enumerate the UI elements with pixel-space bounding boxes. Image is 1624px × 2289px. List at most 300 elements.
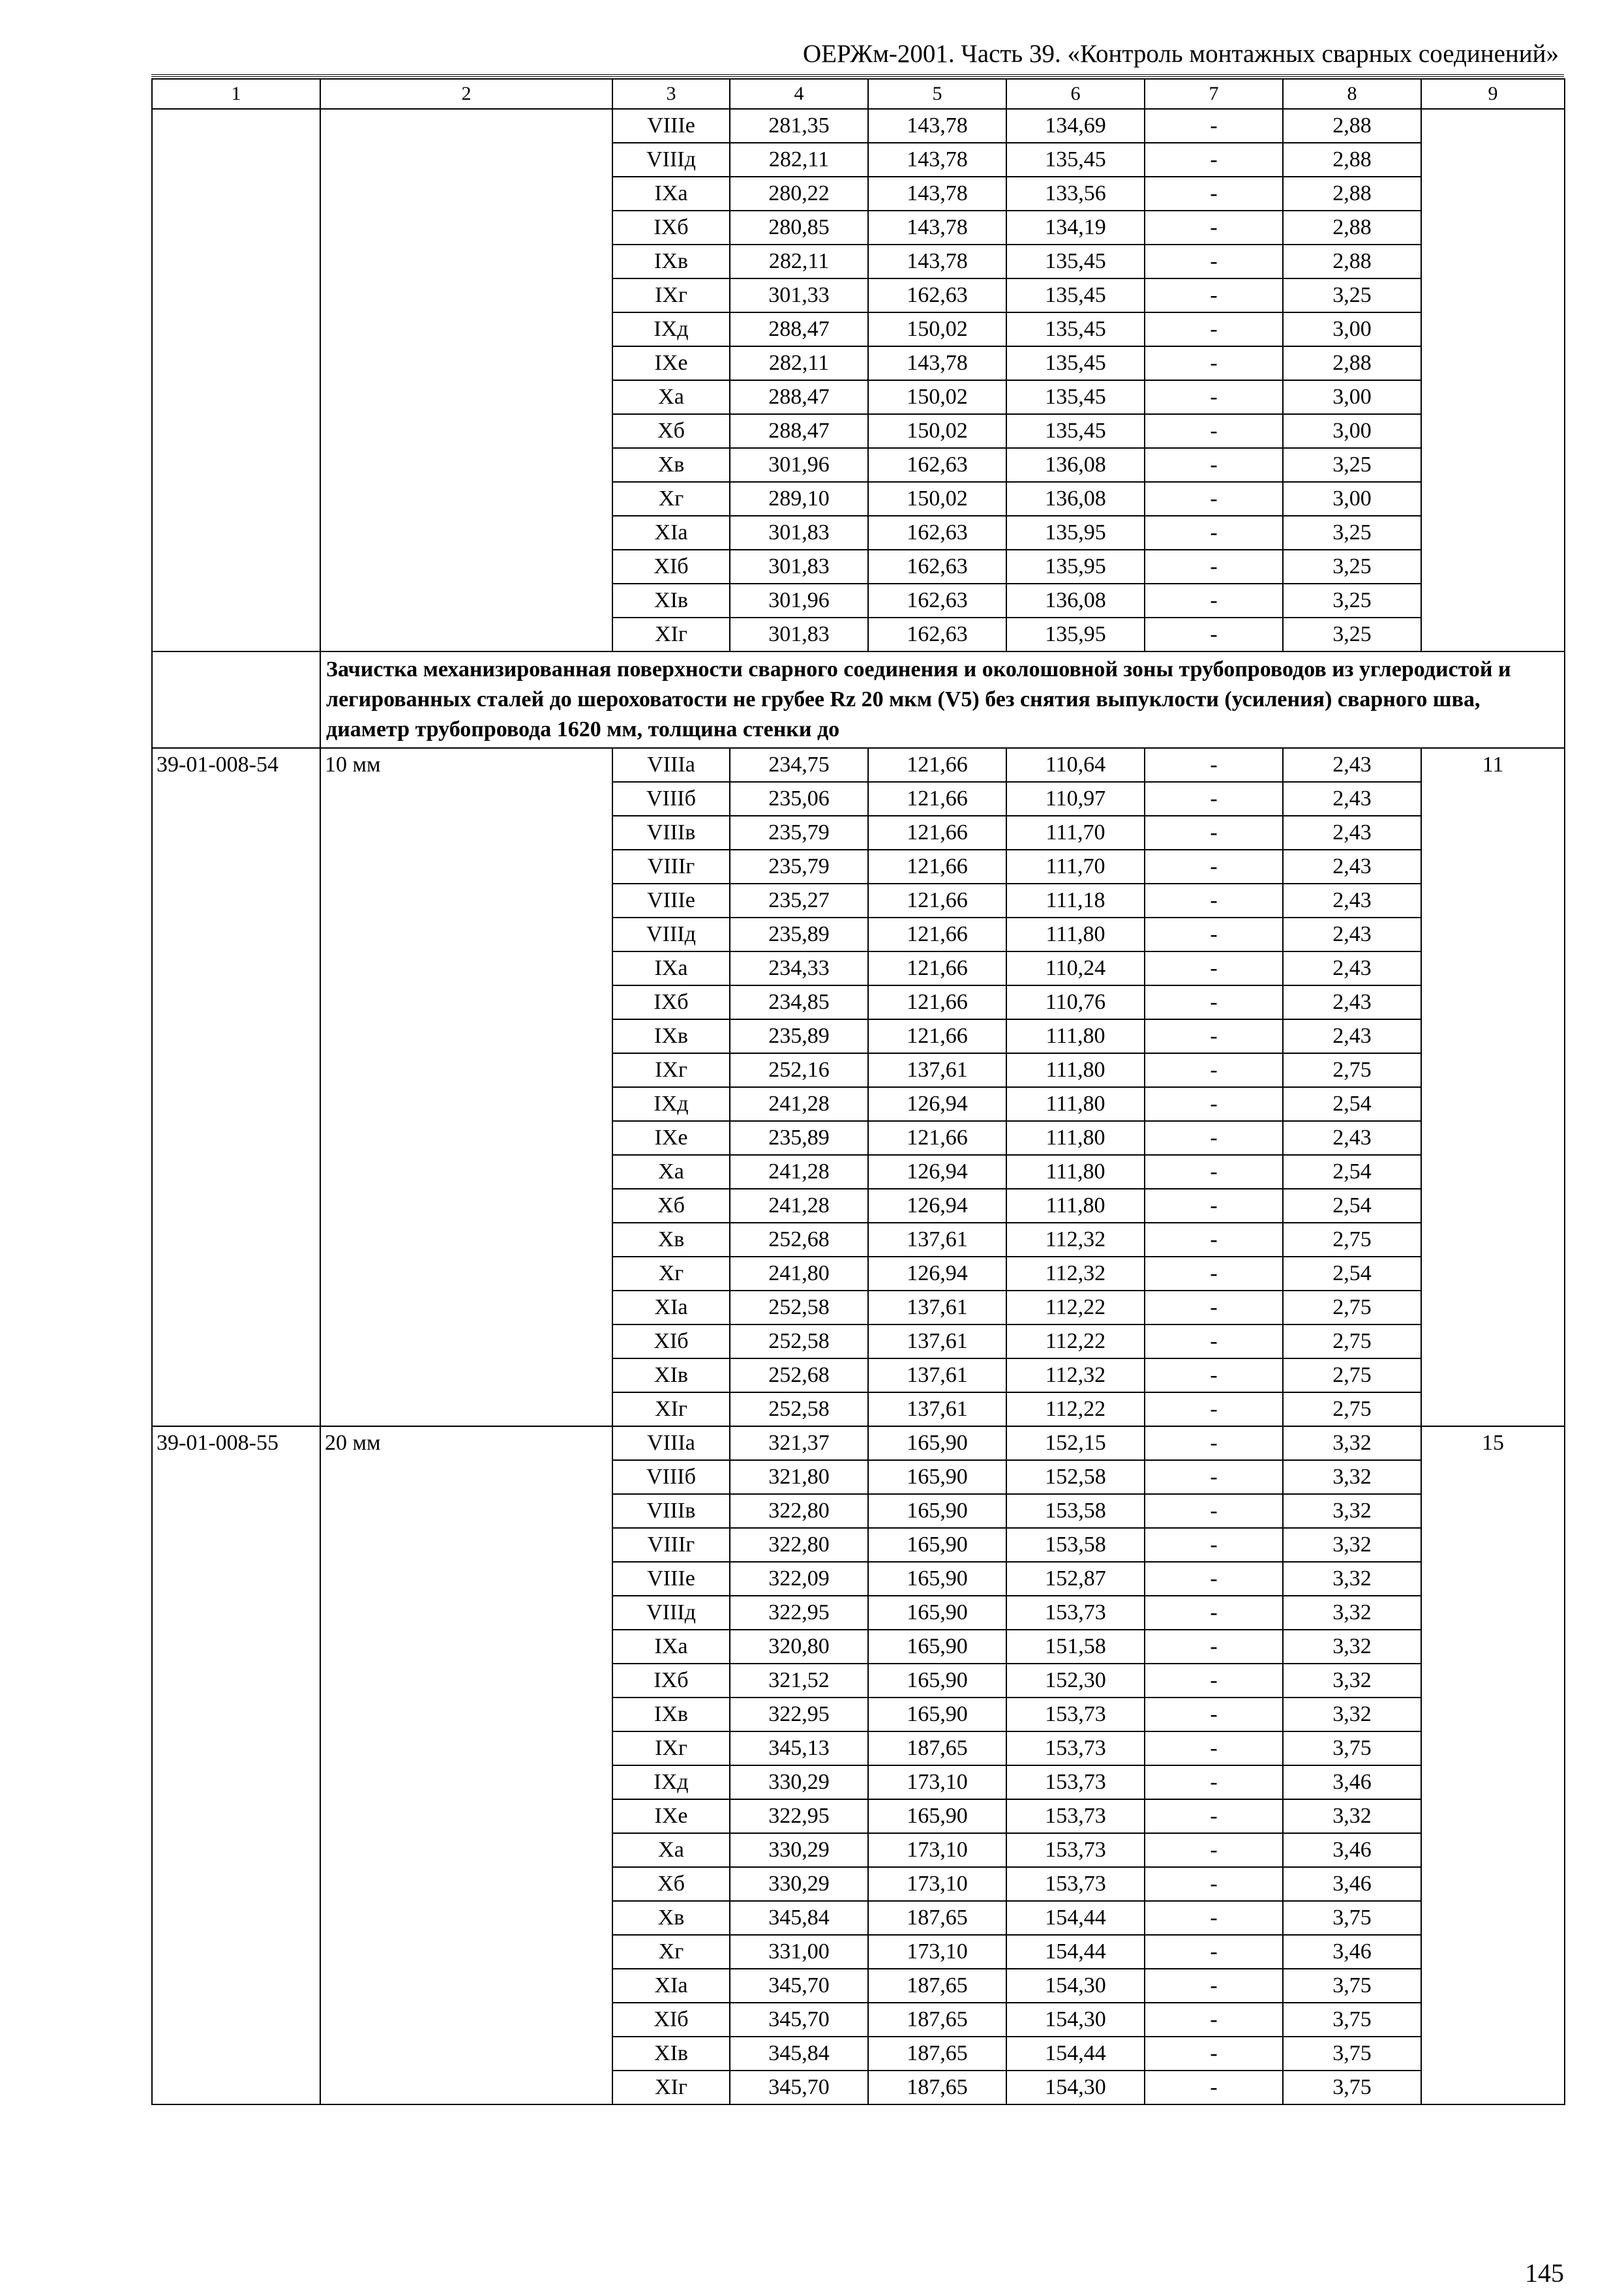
labor-cost-cell: 137,61 — [868, 1358, 1006, 1392]
machine-cost-cell: 111,80 — [1006, 1019, 1145, 1053]
labor-cost-cell: 121,66 — [868, 748, 1006, 782]
labor-hours-cell: 2,75 — [1283, 1053, 1421, 1087]
machine-cost-cell: 153,58 — [1006, 1528, 1145, 1562]
labor-cost-cell: 162,63 — [868, 618, 1006, 651]
labor-cost-cell: 126,94 — [868, 1087, 1006, 1121]
table-row — [152, 748, 1565, 782]
labor-hours-cell: 2,75 — [1283, 1291, 1421, 1324]
labor-cost-cell: 150,02 — [868, 482, 1006, 516]
labor-hours-cell: 3,00 — [1283, 414, 1421, 448]
labor-cost-cell: 165,90 — [868, 1630, 1006, 1664]
labor-hours-cell: 2,43 — [1283, 985, 1421, 1019]
labor-cost-cell: 121,66 — [868, 884, 1006, 918]
total-cost-cell: 289,10 — [730, 482, 868, 516]
materials-cost-cell: - — [1145, 748, 1283, 782]
total-cost-cell: 321,37 — [730, 1426, 868, 1460]
labor-hours-cell: 2,75 — [1283, 1358, 1421, 1392]
machine-cost-cell: 154,30 — [1006, 1969, 1145, 2003]
code-cell: 39-01-008-54 — [152, 748, 320, 1426]
labor-cost-cell: 121,66 — [868, 951, 1006, 985]
column-header: 9 — [1421, 79, 1565, 109]
machine-cost-cell: 154,44 — [1006, 1901, 1145, 1935]
resource-class-cell: VIIIд — [612, 918, 730, 951]
materials-cost-cell: - — [1145, 312, 1283, 346]
column-header: 7 — [1145, 79, 1283, 109]
machine-cost-cell: 112,22 — [1006, 1392, 1145, 1426]
resource-class-cell: IXа — [612, 1630, 730, 1664]
labor-hours-cell: 2,43 — [1283, 951, 1421, 985]
resource-class-cell: VIIIг — [612, 1528, 730, 1562]
labor-cost-cell: 150,02 — [868, 414, 1006, 448]
labor-hours-cell: 3,25 — [1283, 448, 1421, 482]
total-cost-cell: 235,79 — [730, 816, 868, 850]
materials-cost-cell: - — [1145, 482, 1283, 516]
labor-cost-cell: 187,65 — [868, 2071, 1006, 2104]
total-cost-cell: 288,47 — [730, 414, 868, 448]
machine-cost-cell: 112,22 — [1006, 1324, 1145, 1358]
total-cost-cell: 320,80 — [730, 1630, 868, 1664]
materials-cost-cell: - — [1145, 1324, 1283, 1358]
total-cost-cell: 235,06 — [730, 782, 868, 816]
materials-cost-cell: - — [1145, 414, 1283, 448]
labor-hours-cell: 3,75 — [1283, 2037, 1421, 2071]
labor-cost-cell: 121,66 — [868, 816, 1006, 850]
machine-cost-cell: 135,95 — [1006, 618, 1145, 651]
resource-class-cell: VIIIб — [612, 1460, 730, 1494]
labor-hours-cell: 2,88 — [1283, 245, 1421, 278]
materials-cost-cell: - — [1145, 109, 1283, 143]
materials-cost-cell: - — [1145, 782, 1283, 816]
total-cost-cell: 288,47 — [730, 312, 868, 346]
total-cost-cell: 281,35 — [730, 109, 868, 143]
resource-class-cell: VIIIд — [612, 143, 730, 177]
materials-cost-cell: - — [1145, 1358, 1283, 1392]
total-cost-cell: 252,58 — [730, 1291, 868, 1324]
resource-class-cell: VIIIа — [612, 1426, 730, 1460]
machine-cost-cell: 153,73 — [1006, 1596, 1145, 1630]
resource-class-cell: VIIIе — [612, 884, 730, 918]
materials-cost-cell: - — [1145, 618, 1283, 651]
labor-hours-cell: 3,75 — [1283, 1901, 1421, 1935]
resource-class-cell: IXа — [612, 177, 730, 211]
labor-cost-cell: 126,94 — [868, 1189, 1006, 1223]
labor-hours-cell: 2,54 — [1283, 1155, 1421, 1189]
code-cell — [152, 651, 320, 748]
labor-cost-cell: 137,61 — [868, 1223, 1006, 1257]
labor-cost-cell: 126,94 — [868, 1155, 1006, 1189]
machine-cost-cell: 154,30 — [1006, 2003, 1145, 2037]
materials-cost-cell: - — [1145, 1257, 1283, 1291]
resource-class-cell: XIв — [612, 1358, 730, 1392]
labor-hours-cell: 3,32 — [1283, 1596, 1421, 1630]
labor-cost-cell: 165,90 — [868, 1528, 1006, 1562]
total-cost-cell: 235,89 — [730, 1121, 868, 1155]
materials-cost-cell: - — [1145, 884, 1283, 918]
labor-cost-cell: 121,66 — [868, 918, 1006, 951]
total-cost-cell: 234,85 — [730, 985, 868, 1019]
labor-cost-cell: 143,78 — [868, 143, 1006, 177]
machine-cost-cell: 112,32 — [1006, 1223, 1145, 1257]
machine-cost-cell: 152,15 — [1006, 1426, 1145, 1460]
labor-hours-cell: 2,88 — [1283, 177, 1421, 211]
machine-cost-cell: 153,73 — [1006, 1833, 1145, 1867]
labor-hours-cell: 3,75 — [1283, 2071, 1421, 2104]
labor-cost-cell: 173,10 — [868, 1935, 1006, 1969]
machine-cost-cell: 135,95 — [1006, 516, 1145, 550]
machine-cost-cell: 111,80 — [1006, 918, 1145, 951]
labor-hours-cell: 3,25 — [1283, 550, 1421, 584]
total-cost-cell: 345,84 — [730, 1901, 868, 1935]
column-9-cell: 15 — [1421, 1426, 1565, 2104]
materials-cost-cell: - — [1145, 550, 1283, 584]
total-cost-cell: 330,29 — [730, 1833, 868, 1867]
total-cost-cell: 322,80 — [730, 1528, 868, 1562]
total-cost-cell: 282,11 — [730, 346, 868, 380]
machine-cost-cell: 136,08 — [1006, 584, 1145, 618]
machine-cost-cell: 134,19 — [1006, 211, 1145, 245]
materials-cost-cell: - — [1145, 1121, 1283, 1155]
materials-cost-cell: - — [1145, 951, 1283, 985]
column-number-row — [152, 79, 1565, 109]
total-cost-cell: 345,84 — [730, 2037, 868, 2071]
materials-cost-cell: - — [1145, 1291, 1283, 1324]
column-header: 8 — [1283, 79, 1421, 109]
resource-class-cell: XIб — [612, 1324, 730, 1358]
total-cost-cell: 322,95 — [730, 1698, 868, 1731]
labor-hours-cell: 3,46 — [1283, 1867, 1421, 1901]
materials-cost-cell: - — [1145, 985, 1283, 1019]
labor-hours-cell: 2,88 — [1283, 143, 1421, 177]
resource-class-cell: XIа — [612, 516, 730, 550]
running-header — [151, 38, 1564, 77]
labor-cost-cell: 143,78 — [868, 245, 1006, 278]
machine-cost-cell: 135,45 — [1006, 312, 1145, 346]
labor-cost-cell: 165,90 — [868, 1494, 1006, 1528]
materials-cost-cell: - — [1145, 1799, 1283, 1833]
labor-hours-cell: 3,46 — [1283, 1765, 1421, 1799]
labor-hours-cell: 2,43 — [1283, 816, 1421, 850]
materials-cost-cell: - — [1145, 1392, 1283, 1426]
resource-class-cell: VIIIд — [612, 1596, 730, 1630]
machine-cost-cell: 111,18 — [1006, 884, 1145, 918]
labor-hours-cell: 3,32 — [1283, 1664, 1421, 1698]
resource-class-cell: XIв — [612, 2037, 730, 2071]
total-cost-cell: 321,52 — [730, 1664, 868, 1698]
materials-cost-cell: - — [1145, 2037, 1283, 2071]
materials-cost-cell: - — [1145, 177, 1283, 211]
labor-hours-cell: 2,54 — [1283, 1257, 1421, 1291]
total-cost-cell: 301,83 — [730, 550, 868, 584]
machine-cost-cell: 135,45 — [1006, 346, 1145, 380]
resource-class-cell: Xб — [612, 1189, 730, 1223]
total-cost-cell: 234,33 — [730, 951, 868, 985]
labor-hours-cell: 3,00 — [1283, 312, 1421, 346]
resource-class-cell: VIIIб — [612, 782, 730, 816]
labor-hours-cell: 3,00 — [1283, 380, 1421, 414]
labor-hours-cell: 2,43 — [1283, 1121, 1421, 1155]
materials-cost-cell: - — [1145, 245, 1283, 278]
total-cost-cell: 301,83 — [730, 618, 868, 651]
document-title: ОЕРЖм-2001. Часть 39. «Контроль монтажных сварных соединений» — [803, 40, 1559, 68]
labor-hours-cell: 3,32 — [1283, 1528, 1421, 1562]
resource-class-cell: Xа — [612, 1155, 730, 1189]
total-cost-cell: 322,95 — [730, 1596, 868, 1630]
resource-class-cell: XIг — [612, 2071, 730, 2104]
column-header: 4 — [730, 79, 868, 109]
resource-class-cell: VIIIе — [612, 1562, 730, 1596]
total-cost-cell: 282,11 — [730, 245, 868, 278]
column-header: 3 — [612, 79, 730, 109]
materials-cost-cell: - — [1145, 1426, 1283, 1460]
total-cost-cell: 322,80 — [730, 1494, 868, 1528]
labor-hours-cell: 3,75 — [1283, 1969, 1421, 2003]
resource-class-cell: VIIIа — [612, 748, 730, 782]
resource-class-cell: IXа — [612, 951, 730, 985]
materials-cost-cell: - — [1145, 1494, 1283, 1528]
labor-hours-cell: 3,32 — [1283, 1426, 1421, 1460]
total-cost-cell: 331,00 — [730, 1935, 868, 1969]
total-cost-cell: 282,11 — [730, 143, 868, 177]
machine-cost-cell: 136,08 — [1006, 482, 1145, 516]
labor-hours-cell: 3,25 — [1283, 278, 1421, 312]
total-cost-cell: 241,28 — [730, 1189, 868, 1223]
machine-cost-cell: 152,58 — [1006, 1460, 1145, 1494]
resource-class-cell: IXв — [612, 1698, 730, 1731]
resource-class-cell: VIIIв — [612, 816, 730, 850]
resource-class-cell: Xб — [612, 414, 730, 448]
materials-cost-cell: - — [1145, 1901, 1283, 1935]
labor-hours-cell: 2,43 — [1283, 782, 1421, 816]
labor-hours-cell: 3,25 — [1283, 618, 1421, 651]
labor-cost-cell: 187,65 — [868, 1901, 1006, 1935]
labor-hours-cell: 3,46 — [1283, 1833, 1421, 1867]
column-header: 1 — [152, 79, 320, 109]
materials-cost-cell: - — [1145, 1189, 1283, 1223]
total-cost-cell: 321,80 — [730, 1460, 868, 1494]
machine-cost-cell: 135,95 — [1006, 550, 1145, 584]
resource-class-cell: VIIIг — [612, 850, 730, 884]
section-row — [152, 651, 1565, 748]
machine-cost-cell: 110,76 — [1006, 985, 1145, 1019]
total-cost-cell: 252,58 — [730, 1324, 868, 1358]
labor-hours-cell: 3,75 — [1283, 1731, 1421, 1765]
resource-class-cell: IXд — [612, 312, 730, 346]
labor-cost-cell: 121,66 — [868, 1121, 1006, 1155]
table-body — [152, 109, 1565, 2104]
labor-hours-cell: 2,88 — [1283, 109, 1421, 143]
materials-cost-cell: - — [1145, 1664, 1283, 1698]
machine-cost-cell: 111,80 — [1006, 1053, 1145, 1087]
labor-hours-cell: 3,32 — [1283, 1799, 1421, 1833]
machine-cost-cell: 112,22 — [1006, 1291, 1145, 1324]
materials-cost-cell: - — [1145, 1698, 1283, 1731]
materials-cost-cell: - — [1145, 2071, 1283, 2104]
machine-cost-cell: 153,58 — [1006, 1494, 1145, 1528]
labor-cost-cell: 121,66 — [868, 850, 1006, 884]
labor-hours-cell: 2,54 — [1283, 1087, 1421, 1121]
resource-class-cell: VIIIе — [612, 109, 730, 143]
labor-cost-cell: 165,90 — [868, 1799, 1006, 1833]
total-cost-cell: 330,29 — [730, 1765, 868, 1799]
total-cost-cell: 235,27 — [730, 884, 868, 918]
labor-cost-cell: 143,78 — [868, 211, 1006, 245]
materials-cost-cell: - — [1145, 346, 1283, 380]
labor-cost-cell: 162,63 — [868, 584, 1006, 618]
materials-cost-cell: - — [1145, 211, 1283, 245]
materials-cost-cell: - — [1145, 1969, 1283, 2003]
total-cost-cell: 241,28 — [730, 1155, 868, 1189]
materials-cost-cell: - — [1145, 516, 1283, 550]
column-9-cell — [1421, 109, 1565, 651]
machine-cost-cell: 154,44 — [1006, 1935, 1145, 1969]
labor-cost-cell: 187,65 — [868, 2037, 1006, 2071]
machine-cost-cell: 111,70 — [1006, 816, 1145, 850]
labor-cost-cell: 137,61 — [868, 1053, 1006, 1087]
machine-cost-cell: 111,70 — [1006, 850, 1145, 884]
labor-cost-cell: 150,02 — [868, 312, 1006, 346]
materials-cost-cell: - — [1145, 1765, 1283, 1799]
labor-hours-cell: 3,25 — [1283, 584, 1421, 618]
machine-cost-cell: 111,80 — [1006, 1189, 1145, 1223]
labor-cost-cell: 165,90 — [868, 1596, 1006, 1630]
materials-cost-cell: - — [1145, 1731, 1283, 1765]
labor-cost-cell: 187,65 — [868, 2003, 1006, 2037]
labor-cost-cell: 165,90 — [868, 1460, 1006, 1494]
labor-hours-cell: 3,32 — [1283, 1494, 1421, 1528]
labor-cost-cell: 137,61 — [868, 1392, 1006, 1426]
section-title: Зачистка механизированная поверхности сварного соединения и околошовной зоны трубопроводов из углеродистой и легированных сталей до шероховатости не грубее Rz 20 мкм (V5) без снятия выпуклости (усиления) сварного шва, диаметр трубопровода 1620 мм, толщина стенки до — [320, 651, 1565, 748]
labor-hours-cell: 2,75 — [1283, 1223, 1421, 1257]
total-cost-cell: 322,95 — [730, 1799, 868, 1833]
machine-cost-cell: 135,45 — [1006, 278, 1145, 312]
labor-hours-cell: 3,25 — [1283, 516, 1421, 550]
labor-hours-cell: 2,43 — [1283, 918, 1421, 951]
materials-cost-cell: - — [1145, 1087, 1283, 1121]
total-cost-cell: 345,70 — [730, 1969, 868, 2003]
materials-cost-cell: - — [1145, 816, 1283, 850]
total-cost-cell: 280,85 — [730, 211, 868, 245]
materials-cost-cell: - — [1145, 1833, 1283, 1867]
resource-class-cell: IXб — [612, 211, 730, 245]
machine-cost-cell: 153,73 — [1006, 1731, 1145, 1765]
materials-cost-cell: - — [1145, 2003, 1283, 2037]
resource-class-cell: XIа — [612, 1291, 730, 1324]
total-cost-cell: 280,22 — [730, 177, 868, 211]
total-cost-cell: 235,79 — [730, 850, 868, 884]
labor-cost-cell: 187,65 — [868, 1731, 1006, 1765]
total-cost-cell: 345,70 — [730, 2071, 868, 2104]
labor-cost-cell: 137,61 — [868, 1291, 1006, 1324]
resource-class-cell: IXв — [612, 1019, 730, 1053]
total-cost-cell: 288,47 — [730, 380, 868, 414]
resource-class-cell: IXе — [612, 1121, 730, 1155]
materials-cost-cell: - — [1145, 1528, 1283, 1562]
total-cost-cell: 345,13 — [730, 1731, 868, 1765]
total-cost-cell: 301,96 — [730, 584, 868, 618]
resource-class-cell: IXд — [612, 1087, 730, 1121]
labor-cost-cell: 143,78 — [868, 109, 1006, 143]
machine-cost-cell: 134,69 — [1006, 109, 1145, 143]
total-cost-cell: 322,09 — [730, 1562, 868, 1596]
labor-cost-cell: 162,63 — [868, 278, 1006, 312]
rates-table — [151, 78, 1565, 2105]
resource-class-cell: Xв — [612, 448, 730, 482]
machine-cost-cell: 133,56 — [1006, 177, 1145, 211]
materials-cost-cell: - — [1145, 1460, 1283, 1494]
total-cost-cell: 252,58 — [730, 1392, 868, 1426]
machine-cost-cell: 110,97 — [1006, 782, 1145, 816]
materials-cost-cell: - — [1145, 1053, 1283, 1087]
labor-cost-cell: 121,66 — [868, 1019, 1006, 1053]
labor-cost-cell: 162,63 — [868, 516, 1006, 550]
materials-cost-cell: - — [1145, 1019, 1283, 1053]
resource-class-cell: IXе — [612, 1799, 730, 1833]
resource-class-cell: Xа — [612, 380, 730, 414]
machine-cost-cell: 153,73 — [1006, 1799, 1145, 1833]
machine-cost-cell: 154,30 — [1006, 2071, 1145, 2104]
labor-hours-cell: 3,46 — [1283, 1935, 1421, 1969]
machine-cost-cell: 153,73 — [1006, 1765, 1145, 1799]
total-cost-cell: 301,83 — [730, 516, 868, 550]
total-cost-cell: 345,70 — [730, 2003, 868, 2037]
labor-hours-cell: 3,32 — [1283, 1562, 1421, 1596]
column-9-cell: 11 — [1421, 748, 1565, 1426]
total-cost-cell: 241,28 — [730, 1087, 868, 1121]
materials-cost-cell: - — [1145, 1867, 1283, 1901]
labor-hours-cell: 3,32 — [1283, 1630, 1421, 1664]
name-cell — [320, 109, 612, 651]
total-cost-cell: 301,96 — [730, 448, 868, 482]
machine-cost-cell: 153,73 — [1006, 1867, 1145, 1901]
materials-cost-cell: - — [1145, 584, 1283, 618]
table-row — [152, 1426, 1565, 1460]
labor-hours-cell: 2,43 — [1283, 884, 1421, 918]
labor-hours-cell: 2,54 — [1283, 1189, 1421, 1223]
materials-cost-cell: - — [1145, 278, 1283, 312]
resource-class-cell: Xг — [612, 482, 730, 516]
labor-cost-cell: 165,90 — [868, 1562, 1006, 1596]
total-cost-cell: 252,68 — [730, 1358, 868, 1392]
total-cost-cell: 234,75 — [730, 748, 868, 782]
labor-cost-cell: 121,66 — [868, 985, 1006, 1019]
machine-cost-cell: 111,80 — [1006, 1155, 1145, 1189]
machine-cost-cell: 135,45 — [1006, 380, 1145, 414]
materials-cost-cell: - — [1145, 143, 1283, 177]
total-cost-cell: 301,33 — [730, 278, 868, 312]
total-cost-cell: 235,89 — [730, 918, 868, 951]
total-cost-cell: 252,68 — [730, 1223, 868, 1257]
resource-class-cell: XIв — [612, 584, 730, 618]
page-number: 145 — [1525, 2258, 1564, 2288]
resource-class-cell: VIIIв — [612, 1494, 730, 1528]
labor-hours-cell: 2,88 — [1283, 211, 1421, 245]
materials-cost-cell: - — [1145, 918, 1283, 951]
machine-cost-cell: 110,24 — [1006, 951, 1145, 985]
labor-cost-cell: 173,10 — [868, 1833, 1006, 1867]
total-cost-cell: 241,80 — [730, 1257, 868, 1291]
machine-cost-cell: 152,87 — [1006, 1562, 1145, 1596]
labor-hours-cell: 3,32 — [1283, 1460, 1421, 1494]
column-header: 6 — [1006, 79, 1145, 109]
total-cost-cell: 330,29 — [730, 1867, 868, 1901]
resource-class-cell: IXд — [612, 1765, 730, 1799]
machine-cost-cell: 151,58 — [1006, 1630, 1145, 1664]
labor-cost-cell: 143,78 — [868, 346, 1006, 380]
machine-cost-cell: 111,80 — [1006, 1087, 1145, 1121]
resource-class-cell: IXб — [612, 1664, 730, 1698]
materials-cost-cell: - — [1145, 850, 1283, 884]
name-cell: 20 мм — [320, 1426, 612, 2104]
